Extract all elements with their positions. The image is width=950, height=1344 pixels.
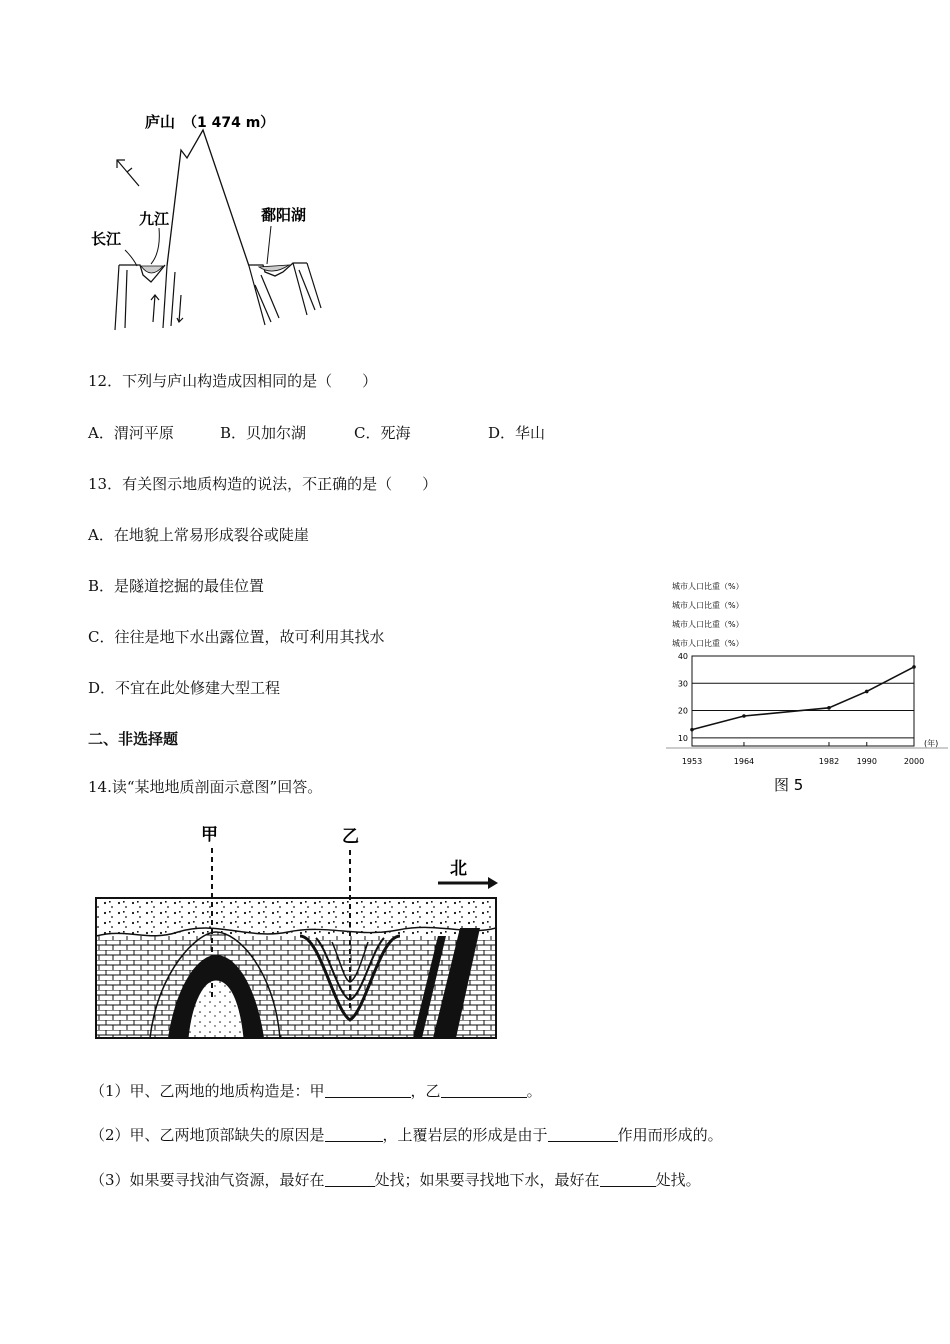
poyang-label: 鄱阳湖 <box>261 206 307 224</box>
q14-sub3 <box>90 1170 701 1190</box>
geologic-profile-figure <box>88 820 508 1045</box>
fig5-y-tick-label: 40 <box>677 652 688 661</box>
q14-sub2-text-c: 作用而形成的。 <box>617 1126 723 1144</box>
fig5-data-point <box>690 728 694 732</box>
q14-stem: 14.读“某地地质剖面示意图”回答。 <box>88 778 323 796</box>
changjiang-label: 长江 <box>91 230 122 248</box>
q12-options <box>88 423 545 443</box>
fig5-x-tick-label: 2000 <box>903 757 925 766</box>
label-jia: 甲 <box>201 825 218 845</box>
q13-option-b[interactable]: B．是隧道挖掘的最佳位置 <box>88 577 265 595</box>
q12-option-c[interactable]: C．死海 <box>354 424 411 442</box>
lushan-cross-section-figure <box>85 100 345 340</box>
fig5-y-tick-label: 30 <box>677 679 688 689</box>
section-title: 二、非选择题 <box>88 730 179 748</box>
q12-option-b[interactable]: B．贝加尔湖 <box>220 424 307 442</box>
fig5-plot-frame <box>692 656 914 746</box>
fig5-series-line <box>692 667 914 730</box>
fig5-legend-line-4: 城市人口比重（%） <box>672 639 744 648</box>
q13-option-c[interactable]: C．往往是地下水出露位置，故可利用其找水 <box>88 628 385 646</box>
fig5-data-point <box>865 690 869 694</box>
fault-lines <box>115 263 321 330</box>
q13-stem: 13．有关图示地质构造的说法，不正确的是（ ） <box>88 475 438 493</box>
answer-blank-groundwater[interactable] <box>600 1170 656 1187</box>
fig5-data-point <box>742 714 746 718</box>
peak-label: 庐山 <box>145 113 176 131</box>
q14-sub1-text-b: ，乙 <box>410 1082 441 1100</box>
q14-sub2-text-b: ，上覆岩层的形成是由于 <box>382 1126 548 1144</box>
direction-arrow-icon <box>117 160 139 186</box>
answer-blank-jia[interactable] <box>325 1081 411 1098</box>
fig5-legend-line-1: 城市人口比重（%） <box>672 582 744 591</box>
fig5-year-unit: (年) <box>924 739 939 748</box>
q13-option-a[interactable]: A．在地貌上常易形成裂谷或陡崖 <box>88 526 309 544</box>
answer-blank-missing-cause[interactable] <box>325 1125 383 1142</box>
fig5-data-point <box>912 665 916 669</box>
fig5-x-tick-label: 1990 <box>856 757 877 766</box>
fig5-y-tick-label: 20 <box>677 706 688 716</box>
q14-sub2 <box>90 1125 723 1145</box>
jiujiang-label: 九江 <box>139 210 170 228</box>
fig5-y-tick-label: 10 <box>677 733 688 743</box>
fig5-data-point <box>827 706 831 710</box>
rock-layers <box>96 898 496 1038</box>
fig5-x-tick-label: 1953 <box>681 757 703 766</box>
peak-height-label: （1 474 m） <box>183 115 275 131</box>
q14-sub3-text-b: 处找；如果要寻找地下水，最好在 <box>374 1171 600 1189</box>
fig5-x-tick-label: 1982 <box>818 757 840 766</box>
answer-blank-yi[interactable] <box>441 1081 527 1098</box>
q14-sub3-text-c: 处找。 <box>655 1171 701 1189</box>
label-north: 北 <box>450 859 467 879</box>
q14-sub1 <box>90 1081 542 1101</box>
answer-blank-oil-gas[interactable] <box>325 1170 375 1187</box>
fig5-caption: 图 5 <box>774 776 804 794</box>
answer-blank-overlying-cause[interactable] <box>548 1125 618 1142</box>
q13-option-d[interactable]: D．不宜在此处修建大型工程 <box>88 679 281 697</box>
label-yi: 乙 <box>342 827 359 847</box>
north-arrow-icon <box>438 877 498 889</box>
fig5-legend-line-3: 城市人口比重（%） <box>672 620 744 629</box>
q14-sub3-text-a: （3）如果要寻找油气资源，最好在 <box>90 1171 325 1189</box>
fig5-legend-line-2: 城市人口比重（%） <box>672 601 744 610</box>
q14-sub1-text-a: （1）甲、乙两地的地质构造是：甲 <box>90 1082 325 1100</box>
q14-sub1-text-c: 。 <box>526 1082 542 1100</box>
q12-stem: 12．下列与庐山构造成因相同的是（ ） <box>88 372 378 390</box>
q12-option-d[interactable]: D．华山 <box>488 424 546 442</box>
urban-population-chart <box>664 576 948 796</box>
q14-sub2-text-a: （2）甲、乙两地顶部缺失的原因是 <box>90 1126 325 1144</box>
q12-option-a[interactable]: A．渭河平原 <box>88 424 174 442</box>
fig5-x-tick-label: 1964 <box>733 757 755 766</box>
